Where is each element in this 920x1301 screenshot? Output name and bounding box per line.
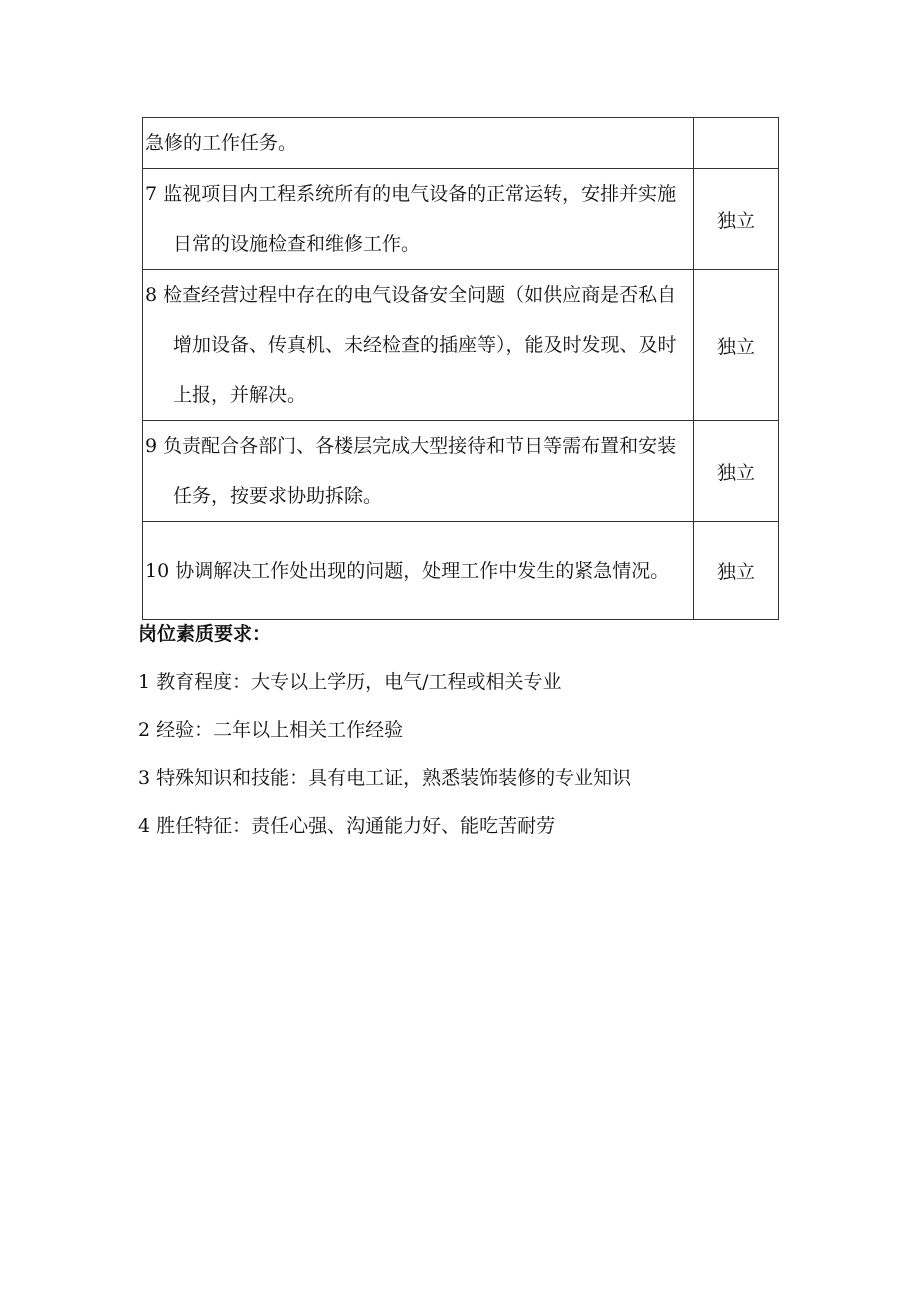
requirements-title: 岗位素质要求： [138,623,272,645]
requirement-item: 3 特殊知识和技能：具有电工证，熟悉装饰装修的专业知识 [138,767,632,789]
duty-description: 9 负责配合各部门、各楼层完成大型接待和节日等需布置和安装任务，按要求协助拆除。 [145,435,677,507]
requirement-item: 2 经验：二年以上相关工作经验 [138,719,404,741]
duty-mode-cell: 独立 [694,421,779,522]
requirements-section [138,610,778,850]
duty-description: 急修的工作任务。 [145,132,298,154]
duty-mode-cell: 独立 [694,270,779,421]
duty-description-cell [143,270,694,421]
table-row [143,522,779,620]
duty-mode-cell: 独立 [694,522,779,620]
duty-description-cell [143,169,694,270]
duty-description: 10 协调解决工作处出现的问题，处理工作中发生的紧急情况。 [145,559,670,582]
table-row [143,421,779,522]
duty-description-cell [143,118,694,169]
table-row [143,270,779,421]
table-row [143,169,779,270]
duty-description-cell [143,522,694,620]
duty-description-cell [143,421,694,522]
duty-description: 8 检查经营过程中存在的电气设备安全问题（如供应商是否私自增加设备、传真机、未经检查的插座等），能及时发现、及时上报，并解决。 [145,284,677,406]
duties-table [142,117,779,620]
duty-mode-cell [694,118,779,169]
requirement-item: 1 教育程度：大专以上学历，电气/工程或相关专业 [138,671,562,693]
requirement-item: 4 胜任特征：责任心强、沟通能力好、能吃苦耐劳 [138,815,556,837]
duty-mode-cell: 独立 [694,169,779,270]
duty-description: 7 监视项目内工程系统所有的电气设备的正常运转，安排并实施日常的设施检查和维修工作。 [145,183,677,255]
table-row [143,118,779,169]
